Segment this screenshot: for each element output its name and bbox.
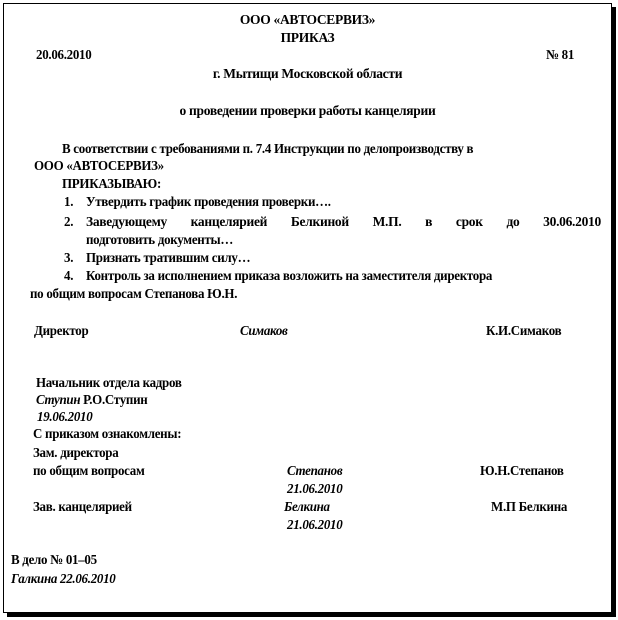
person1-signature: Степанов xyxy=(287,463,343,478)
person1-name: Ю.Н.Степанов xyxy=(480,463,564,478)
item-text-continued: по общим вопросам Степанова Ю.Н. xyxy=(30,286,238,301)
approval-signature: Ступин xyxy=(36,392,81,407)
org-name: ООО «АВТОСЕРВИЗ» xyxy=(239,12,376,27)
item-number: 3. xyxy=(64,250,74,265)
filing-note: В дело № 01–05 xyxy=(11,552,97,567)
doc-date: 20.06.2010 xyxy=(36,47,92,62)
item-number: 2. xyxy=(64,214,74,229)
person2-name: М.П Белкина xyxy=(491,499,568,514)
item-text: Утвердить график проведения проверки…. xyxy=(86,194,331,209)
word: Белкиной xyxy=(290,214,349,229)
person2-date: 21.06.2010 xyxy=(287,517,343,532)
filing-signature: Галкина 22.06.2010 xyxy=(11,571,116,586)
approval-signature-line xyxy=(36,392,147,408)
word: М.П. xyxy=(372,214,402,229)
document-page xyxy=(3,3,612,613)
doc-place: г. Мытищи Московской области xyxy=(212,66,403,81)
item-text-continued: подготовить документы… xyxy=(86,232,234,247)
signer-signature: Симаков xyxy=(240,323,288,338)
person2-title: Зав. канцелярией xyxy=(33,499,132,514)
word: срок xyxy=(455,214,483,229)
item-text: Контроль за исполнением приказа возложить на заместителя директора xyxy=(86,268,493,283)
word: 30.06.2010 xyxy=(543,214,601,229)
person1-title: Зам. директора xyxy=(33,445,119,460)
word: Заведующему xyxy=(86,214,167,229)
doc-subject: о проведении проверки работы канцелярии xyxy=(179,103,436,118)
intro-line-2: ООО «АВТОСЕРВИЗ» xyxy=(34,158,164,173)
word: канцелярией xyxy=(190,214,268,229)
item-number: 1. xyxy=(64,194,74,209)
person1-date: 21.06.2010 xyxy=(287,481,343,496)
approval-date: 19.06.2010 xyxy=(37,409,93,424)
person1-title-2: по общим вопросам xyxy=(33,463,145,478)
doc-number: № 81 xyxy=(546,47,575,62)
acknowledged-heading: С приказом ознакомлены: xyxy=(33,426,182,441)
word: до xyxy=(506,214,520,229)
doc-type: ПРИКАЗ xyxy=(280,30,335,45)
approval-title: Начальник отдела кадров xyxy=(36,375,182,390)
item-text-justified xyxy=(86,214,601,230)
word: в xyxy=(425,214,433,229)
order-word: ПРИКАЗЫВАЮ: xyxy=(62,176,162,191)
person2-signature: Белкина xyxy=(284,499,330,514)
item-text: Признать тратившим силу… xyxy=(86,250,251,265)
item-number: 4. xyxy=(64,268,74,283)
approval-name: Р.О.Ступин xyxy=(80,392,148,407)
signer-name: К.И.Симаков xyxy=(486,323,562,338)
signer-title: Директор xyxy=(34,323,89,338)
intro-line-1: В соответствии с требованиями п. 7.4 Инструкции по делопроизводству в xyxy=(62,141,474,156)
